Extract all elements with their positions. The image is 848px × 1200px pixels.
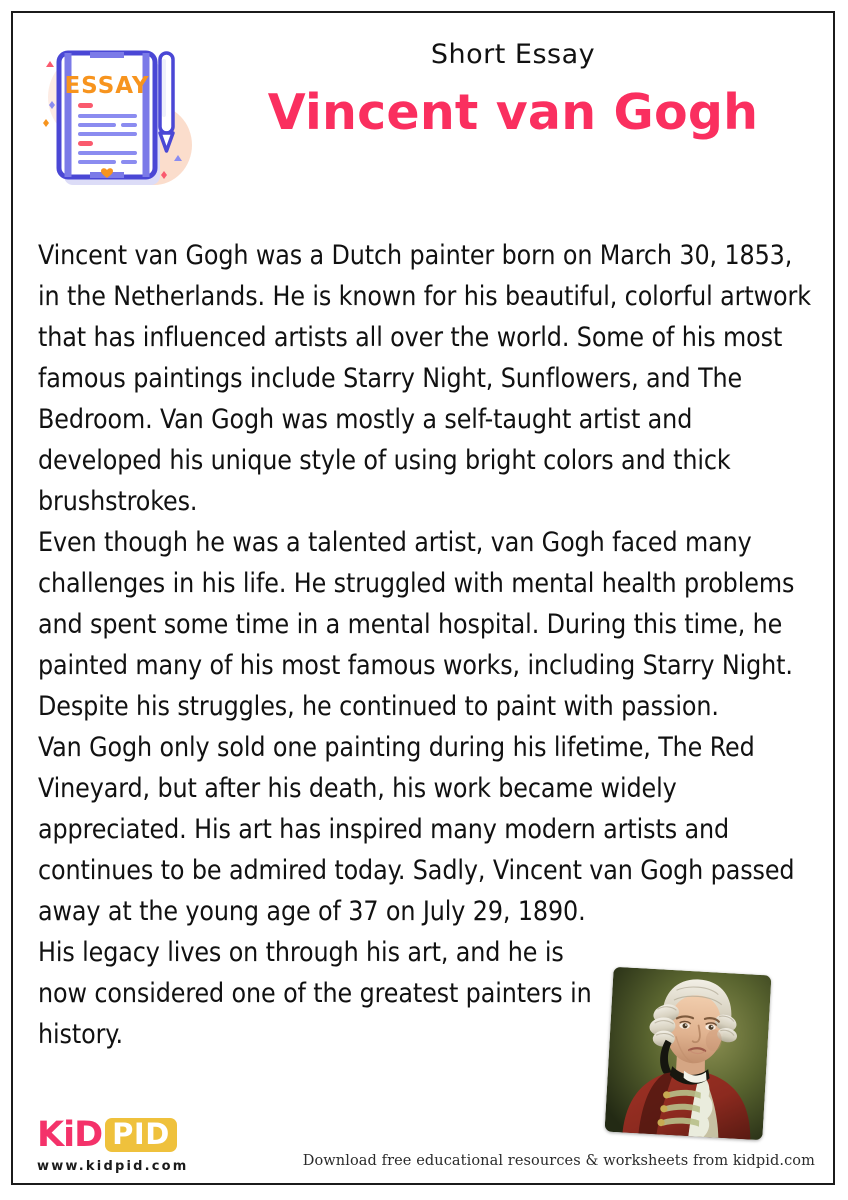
essay-paragraph: Even though he was a talented artist, van Gogh faced many challenges in his life. He struggled with mental health problems and spent some time in a mental hospital. During this time, he painted many of his most famous works, including Starry Night. Despite his struggles, he continued to paint with passion. <box>38 527 795 722</box>
logo-pid-text: PID <box>112 1117 170 1151</box>
essay-body <box>38 235 813 1055</box>
logo-website-url[interactable]: www.kidpid.com <box>37 1159 189 1174</box>
footer-attribution-text: Download free educational resources & worksheets from kidpid.com <box>302 1153 815 1169</box>
essay-paragraph: Van Gogh only sold one painting during his lifetime, The Red Vineyard, but after his death, his work became widely appreciated. His art has inspired many modern artists and continues to be admired today. Sadly, Vincent van Gogh passed away at the young age of 37 on July 29, 1890. <box>38 732 795 927</box>
worksheet-page <box>11 11 835 1185</box>
kidpid-logo[interactable] <box>37 1115 217 1174</box>
page-title: Vincent van Gogh <box>267 84 759 142</box>
essay-paragraph: Vincent van Gogh was a Dutch painter born on March 30, 1853, in the Netherlands. He is known for his beautiful, colorful artwork that has influenced artists all over the world. Some of his most famous paintings include Starry Night, Sunflowers, and The Bedroom. Van Gogh was mostly a self-taught artist and developed his unique style of using bright colors and thick brushstrokes. <box>38 240 811 517</box>
logo-pid-badge <box>105 1118 177 1152</box>
essay-paragraph: His legacy lives on through his art, and he is now considered one of the greatest painters in history. <box>38 937 592 1050</box>
page-footer <box>13 1107 833 1183</box>
logo-wordmark <box>37 1115 217 1155</box>
essay-document-icon <box>32 37 198 203</box>
logo-kid-text: KiD <box>37 1114 103 1155</box>
document-subtitle: Short Essay <box>430 39 596 70</box>
header-text-block <box>213 39 813 142</box>
svg-text:ESSAY: ESSAY <box>64 73 150 99</box>
page-header <box>13 13 833 203</box>
